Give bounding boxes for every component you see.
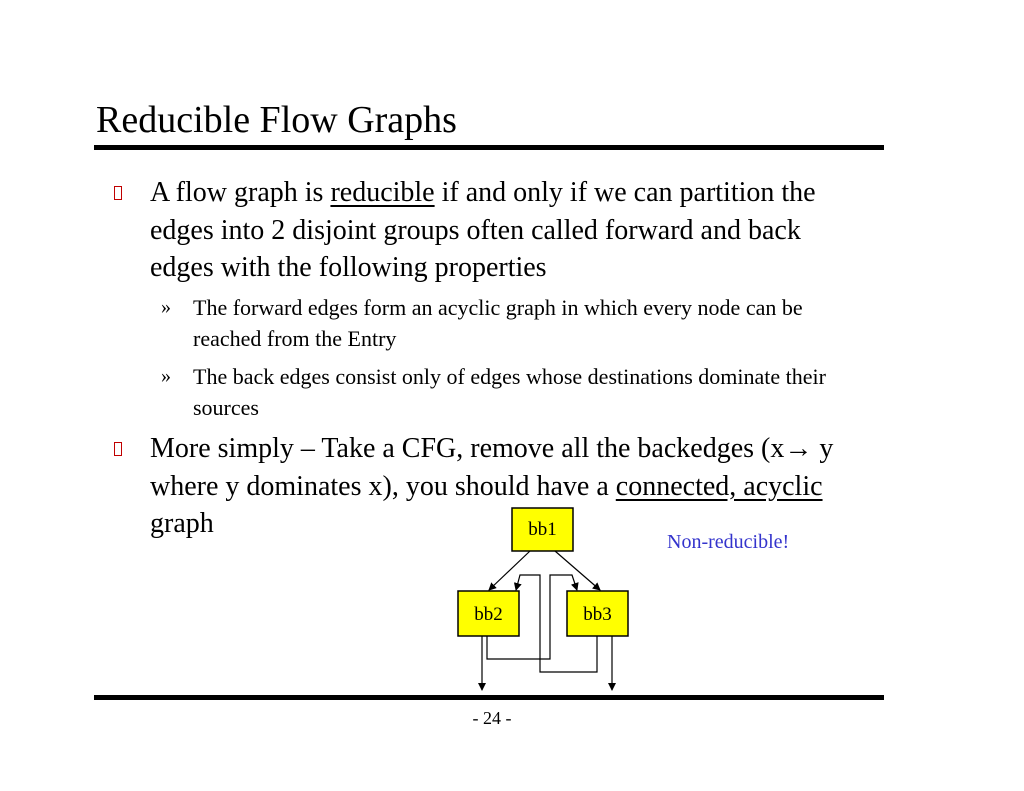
subbullet-text: The forward edges form an acyclic graph in which every node can be reached from the Entry bbox=[193, 295, 803, 351]
node-bb2 bbox=[458, 591, 519, 636]
reducible-term: reducible bbox=[330, 177, 435, 208]
arrow-icon: → bbox=[784, 433, 813, 464]
node-label-bb1: bb1 bbox=[528, 519, 557, 540]
chevron-double-icon: » bbox=[161, 365, 171, 387]
subbullet-text: The back edges consist only of edges whose destinations dominate their sources bbox=[193, 364, 826, 420]
edge-bb1-bb3 bbox=[555, 551, 600, 590]
slide-title: Reducible Flow Graphs bbox=[96, 99, 457, 141]
node-label-bb3: bb3 bbox=[583, 604, 612, 625]
node-bb1 bbox=[512, 508, 573, 551]
bullet2-pre: More simply – Take a CFG, remove all the backedges (x bbox=[150, 433, 785, 464]
non-reducible-note: Non-reducible! bbox=[667, 531, 790, 553]
bullet1-pre: A flow graph is bbox=[150, 177, 331, 208]
bullet1-post: if and only if we can partition the edges into 2 disjoint groups often called forward and back edges with the following properties bbox=[150, 177, 816, 283]
page-number: - 24 - bbox=[472, 708, 512, 728]
footer-rule bbox=[94, 695, 884, 700]
node-label-bb2: bb2 bbox=[474, 604, 503, 625]
node-bb3 bbox=[567, 591, 628, 636]
connected-acyclic-term: connected, acyclic bbox=[615, 470, 823, 502]
bullet2-post: graph bbox=[150, 508, 214, 539]
chevron-double-icon: » bbox=[161, 296, 171, 318]
edge-bb1-bb2 bbox=[489, 551, 530, 590]
bullet2-mid: y where y dominates x), you should have a bbox=[150, 433, 834, 502]
